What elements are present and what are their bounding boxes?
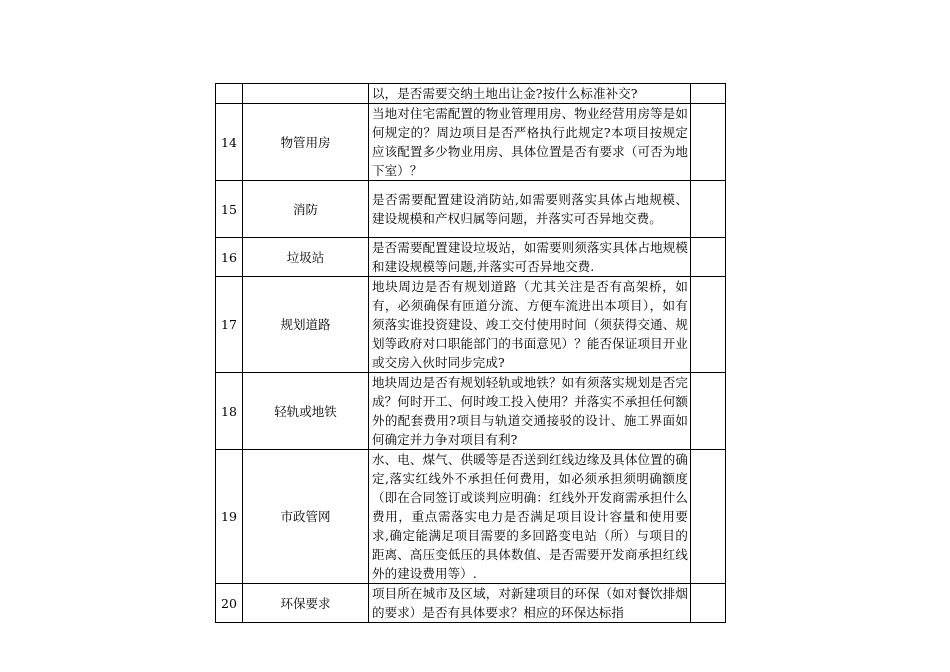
- table-row: [216, 238, 726, 277]
- row-note: [691, 238, 726, 277]
- row-description: 地块周边是否有规划轻轨或地铁？如有须落实规划是否完成？何时开工、何时竣工投入使用？并落实不承担任何额外的配套费用?项目与轨道交通接驳的设计、施工界面如何确定并力争对项目有利?: [369, 373, 691, 450]
- row-description: 地块周边是否有规划道路（尤其关注是否有高架桥，如有，必须确保有匝道分流、方便车流进出本项目），如有须落实谁投资建设、竣工交付使用时间（须获得交通、规划等政府对口职能部门的书面意见）？能否保证项目开业或交房入伙时同步完成?: [369, 277, 691, 373]
- table-row: [216, 181, 726, 238]
- row-number: 20: [216, 584, 243, 623]
- row-item: 垃圾站: [243, 238, 369, 277]
- row-note: [691, 277, 726, 373]
- row-note: [691, 84, 726, 104]
- row-description: 当地对住宅需配置的物业管理用房、物业经营用房等是如何规定的？周边项目是否严格执行此规定?本项目按规定应该配置多少物业用房、具体位置是否有要求（可否为地下室）？: [369, 104, 691, 181]
- row-item: 规划道路: [243, 277, 369, 373]
- table-row: [216, 277, 726, 373]
- row-note: [691, 104, 726, 181]
- row-number: 17: [216, 277, 243, 373]
- table-row: [216, 373, 726, 450]
- row-item: 消防: [243, 181, 369, 238]
- row-description: 是否需要配置建设垃圾站，如需要则须落实具体占地规模和建设规模等问题,并落实可否异地交费.: [369, 238, 691, 277]
- row-number: 14: [216, 104, 243, 181]
- table-row: [216, 450, 726, 584]
- row-number: [216, 84, 243, 104]
- row-number: 19: [216, 450, 243, 584]
- row-item: 轻轨或地铁: [243, 373, 369, 450]
- row-note: [691, 584, 726, 623]
- row-number: 18: [216, 373, 243, 450]
- row-description: 以，是否需要交纳土地出让金?按什么标准补交?: [369, 84, 691, 104]
- table-row: [216, 104, 726, 181]
- table-row: [216, 584, 726, 623]
- row-item: 物管用房: [243, 104, 369, 181]
- row-note: [691, 450, 726, 584]
- row-description: 项目所在城市及区域，对新建项目的环保（如对餐饮排烟的要求）是否有具体要求？相应的环保达标指: [369, 584, 691, 623]
- row-item: 市政管网: [243, 450, 369, 584]
- row-description: 是否需要配置建设消防站,如需要则落实具体占地规模、建设规模和产权归属等问题，并落实可否异地交费。: [369, 181, 691, 238]
- row-item: [243, 84, 369, 104]
- row-note: [691, 181, 726, 238]
- row-description: 水、电、煤气、供暖等是否送到红线边缘及具体位置的确定,落实红线外不承担任何费用，如必须承担须明确额度（即在合同签订或谈判应明确：红线外开发商需承担什么费用，重点需落实电力是否满足项目设计容量和使用要求,确定能满足项目需要的多回路变电站（所）与项目的距离、高压变低压的具体数值、是否需要开发商承担红线外的建设费用等）.: [369, 450, 691, 584]
- row-note: [691, 373, 726, 450]
- table-row: [216, 84, 726, 104]
- row-number: 15: [216, 181, 243, 238]
- requirements-table: [215, 83, 726, 623]
- row-number: 16: [216, 238, 243, 277]
- row-item: 环保要求: [243, 584, 369, 623]
